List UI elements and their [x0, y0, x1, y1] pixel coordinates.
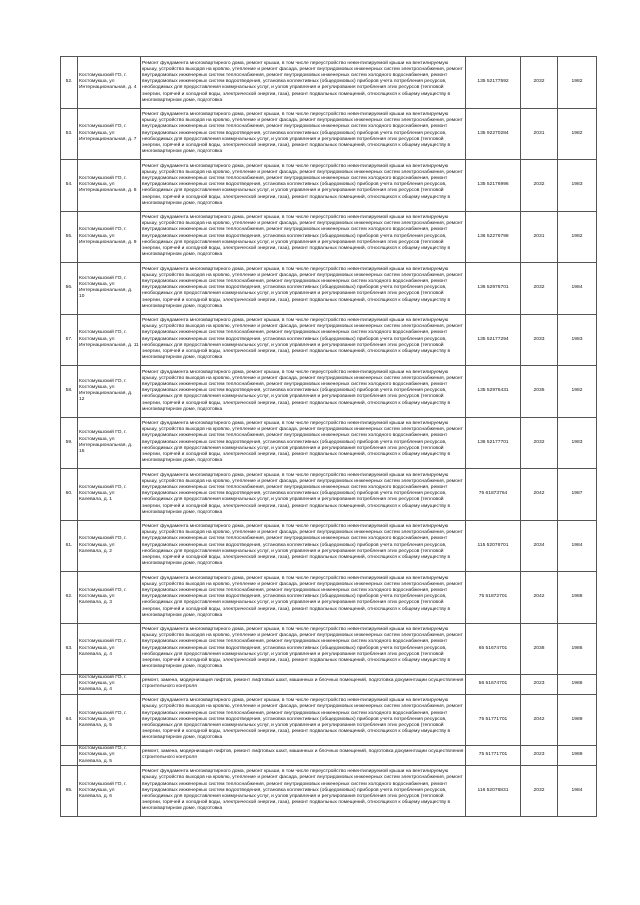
work-description-cell-text: Ремонт фундамента многоквартирного дома, ремонт крыши, в том числе переустройство невентилируемой крыши на вентилируемую крышу, устройство выходов на кровлю, утепление и ремонт фасада, ремонт внутридомовых инженерных систем электроснабжения, ремонт внутридомовых инженерных систем теплоснабжения, ремонт внутридомовых инженерных систем холодного водоснабжения, ремонт внутридомовых инженерных систем водоотведения, установка коллективных (общедомовых) приборов учета потребления ресурсов, необходимых для предоставления коммунальных услуг, и узлов управления и регулирования потребления этих ресурсов (тепловой энергии, горячей и холодной воды, электрической энергии, газа), ремонт подвальных помещений, относящихся к общему имуществу в многоквартирном доме, подготовка: [142, 627, 463, 670]
row-number-text: 53.: [65, 130, 73, 136]
address-cell-text: Костомукшский ГО, г. Костомукша, ул Калевала, д. 4: [79, 675, 127, 693]
planned-year-cell-text: 2032: [533, 787, 545, 793]
build-year-cell-text: 1986: [571, 645, 583, 651]
repair-plan-body: [61, 57, 597, 817]
build-year-cell: [558, 211, 597, 263]
row-number-text: 65.: [65, 787, 73, 793]
work-description-cell: [141, 520, 466, 572]
planned-year-cell: [521, 417, 558, 469]
planned-year-cell: [521, 623, 558, 675]
row-number-text: 64.: [65, 716, 73, 722]
planned-year-cell: [521, 160, 558, 212]
address-cell-text: Костомукшский ГО, г. Костомукша, ул Интернациональная, д. 10: [79, 275, 133, 300]
build-year-cell-text: 1982: [571, 130, 583, 136]
address-cell-text: Костомукшский ГО, г. Костомукша, ул Калевала, д. 2: [79, 536, 127, 554]
table-row: [61, 160, 597, 212]
planned-year-cell-text: 2035: [533, 388, 545, 394]
build-year-cell: [558, 572, 597, 624]
cost-cell-text: 135 52177592: [477, 79, 509, 85]
planned-year-cell: [521, 572, 558, 624]
planned-year-cell-text: 2031: [533, 233, 545, 239]
cost-cell-text: 56 51674701: [478, 681, 508, 687]
table-row: [61, 314, 597, 366]
address-cell-text: Костомукшский ГО, г. Костомукша, ул Калевала, д. 3: [79, 587, 127, 606]
table-row: [61, 108, 597, 160]
planned-year-cell: [521, 263, 558, 315]
build-year-cell-text: 1988: [571, 594, 583, 600]
cost-cell: [466, 746, 521, 766]
build-year-cell-text: 1983: [571, 336, 583, 342]
cost-cell-text: 135 52976431: [477, 388, 509, 394]
planned-year-cell-text: 2031: [533, 130, 545, 136]
cost-cell-text: 65 51674701: [478, 645, 508, 651]
cost-cell-text: 135 92270284: [477, 130, 509, 136]
row-number: [61, 675, 78, 695]
work-description-cell: [141, 765, 466, 817]
table-row: [61, 746, 597, 766]
address-cell-text: Костомукшский ГО, г. Костомукша, ул Интернациональная, д. 8: [79, 175, 137, 194]
work-description-cell-text: Ремонт фундамента многоквартирного дома, ремонт крыши, в том числе переустройство невентилируемой крыши на вентилируемую крышу, устройство выходов на кровлю, утепление и ремонт фасада, ремонт внутридомовых инженерных систем электроснабжения, ремонт внутридомовых инженерных систем теплоснабжения, ремонт внутридомовых инженерных систем холодного водоснабжения, ремонт внутридомовых инженерных систем водоотведения, установка коллективных (общедомовых) приборов учета потребления ресурсов, необходимых для предоставления коммунальных услуг, и узлов управления и регулирования потребления этих ресурсов (тепловой энергии, горячей и холодной воды, электрической энергии, газа), ремонт подвальных помещений, относящихся к общему имуществу в многоквартирном доме, подготовка: [142, 698, 463, 741]
row-number: [61, 572, 78, 624]
row-number-text: 52.: [65, 79, 73, 85]
build-year-cell: [558, 160, 597, 212]
planned-year-cell-text: 2042: [533, 594, 545, 600]
address-cell: [78, 469, 141, 521]
table-row: [61, 694, 597, 746]
work-description-cell-text: Ремонт фундамента многоквартирного дома, ремонт крыши, в том числе переустройство невентилируемой крыши на вентилируемую крышу, устройство выходов на кровлю, утепление и ремонт фасада, ремонт внутридомовых инженерных систем электроснабжения, ремонт внутридомовых инженерных систем теплоснабжения, ремонт внутридомовых инженерных систем холодного водоснабжения, ремонт внутридомовых инженерных систем водоотведения, установка коллективных (общедомовых) приборов учета потребления ресурсов, необходимых для предоставления коммунальных услуг, и узлов управления и регулирования потребления этих ресурсов (тепловой энергии, горячей и холодной воды, электрической энергии, газа), ремонт подвальных помещений, относящихся к общему имуществу в многоквартирном доме, подготовка: [142, 318, 463, 361]
planned-year-cell-text: 2023: [533, 752, 545, 758]
table-row: [61, 263, 597, 315]
planned-year-cell: [521, 57, 558, 109]
planned-year-cell: [521, 694, 558, 746]
cost-cell: [466, 366, 521, 418]
planned-year-cell-text: 2034: [533, 542, 545, 548]
cost-cell: [466, 694, 521, 746]
table-row: [61, 469, 597, 521]
cost-cell: [466, 314, 521, 366]
table-row: [61, 623, 597, 675]
build-year-cell-text: 1982: [571, 388, 583, 394]
build-year-cell-text: 1982: [571, 233, 583, 239]
work-description-cell: [141, 694, 466, 746]
cost-cell-text: 135 52176996: [477, 182, 509, 188]
row-number: [61, 417, 78, 469]
cost-cell: [466, 108, 521, 160]
cost-cell: [466, 160, 521, 212]
planned-year-cell-text: 2032: [533, 285, 545, 291]
planned-year-cell-text: 2023: [533, 681, 545, 687]
work-description-cell-text: Ремонт фундамента многоквартирного дома, ремонт крыши, в том числе переустройство невентилируемой крыши на вентилируемую крышу, устройство выходов на кровлю, утепление и ремонт фасада, ремонт внутридомовых инженерных систем электроснабжения, ремонт внутридомовых инженерных систем теплоснабжения, ремонт внутридомовых инженерных систем холодного водоснабжения, ремонт внутридомовых инженерных систем водоотведения, установка коллективных (общедомовых) приборов учета потребления ресурсов, необходимых для предоставления коммунальных услуг, и узлов управления и регулирования потребления этих ресурсов (тепловой энергии, горячей и холодной воды, электрической энергии, газа), ремонт подвальных помещений, относящихся к общему имуществу в многоквартирном доме, подготовка: [142, 472, 463, 515]
work-description-cell: [141, 417, 466, 469]
row-number-text: 61.: [65, 542, 73, 548]
work-description-cell: [141, 160, 466, 212]
planned-year-cell: [521, 366, 558, 418]
address-cell-text: Костомукшский ГО, г. Костомукша, ул Калевала, д. 1: [79, 484, 127, 503]
build-year-cell-text: 1989: [571, 716, 583, 722]
row-number-text: 57.: [65, 336, 73, 342]
row-number: [61, 211, 78, 263]
planned-year-cell-text: 2033: [533, 336, 545, 342]
table-row: [61, 57, 597, 109]
work-description-cell-text: Ремонт фундамента многоквартирного дома, ремонт крыши, в том числе переустройство невентилируемой крыши на вентилируемую крышу, устройство выходов на кровлю, утепление и ремонт фасада, ремонт внутридомовых инженерных систем электроснабжения, ремонт внутридомовых инженерных систем теплоснабжения, ремонт внутридомовых инженерных систем холодного водоснабжения, ремонт внутридомовых инженерных систем водоотведения, установка коллективных (общедомовых) приборов учета потребления ресурсов, необходимых для предоставления коммунальных услуг, и узлов управления и регулирования потребления этих ресурсов (тепловой энергии, горячей и холодной воды, электрической энергии, газа), ремонт подвальных помещений, относящихся к общему имуществу в многоквартирном доме, подготовка: [142, 266, 463, 309]
address-cell: [78, 57, 141, 109]
row-number: [61, 520, 78, 572]
build-year-cell-text: 1984: [571, 285, 583, 291]
cost-cell: [466, 675, 521, 695]
planned-year-cell: [521, 314, 558, 366]
work-description-cell-text: Ремонт фундамента многоквартирного дома, ремонт крыши, в том числе переустройство невентилируемой крыши на вентилируемую крышу, устройство выходов на кровлю, утепление и ремонт фасада, ремонт внутридомовых инженерных систем электроснабжения, ремонт внутридомовых инженерных систем теплоснабжения, ремонт внутридомовых инженерных систем холодного водоснабжения, ремонт внутридомовых инженерных систем водоотведения, установка коллективных (общедомовых) приборов учета потребления ресурсов, необходимых для предоставления коммунальных услуг, и узлов управления и регулирования потребления этих ресурсов (тепловой энергии, горячей и холодной воды, электрической энергии, газа), ремонт подвальных помещений, относящихся к общему имуществу в многоквартирном доме, подготовка: [142, 575, 463, 618]
table-row: [61, 211, 597, 263]
work-description-cell-text: Ремонт фундамента многоквартирного дома, ремонт крыши, в том числе переустройство невентилируемой крыши на вентилируемую крышу, устройство выходов на кровлю, утепление и ремонт фасада, ремонт внутридомовых инженерных систем электроснабжения, ремонт внутридомовых инженерных систем теплоснабжения, ремонт внутридомовых инженерных систем холодного водоснабжения, ремонт внутридомовых инженерных систем водоотведения, установка коллективных (общедомовых) приборов учета потребления ресурсов, необходимых для предоставления коммунальных услуг, и узлов управления и регулирования потребления этих ресурсов (тепловой энергии, горячей и холодной воды, электрической энергии, газа), ремонт подвальных помещений, относящихся к общему имуществу в многоквартирном доме, подготовка: [142, 112, 463, 155]
work-description-cell: [141, 263, 466, 315]
cost-cell-text: 75 61873764: [478, 491, 508, 497]
row-number-text: 56.: [65, 285, 73, 291]
work-description-cell-text: ремонт, замена, модернизация лифтов, ремонт лифтовых шахт, машинных и блочных помещений, подготовка документации осуществления строительного контроля: [142, 749, 464, 761]
row-number-text: 63.: [65, 645, 73, 651]
row-number-text: 58.: [65, 388, 73, 394]
address-cell-text: Костомукшский ГО, г. Костомукша, ул Интернациональная, д. 11: [79, 330, 139, 348]
address-cell-text: Костомукшский ГО, г. Костомукша, ул Интернациональная, д. 15: [79, 430, 133, 454]
row-number-text: 54.: [65, 182, 73, 188]
work-description-cell: [141, 572, 466, 624]
build-year-cell: [558, 108, 597, 160]
document-page: [60, 56, 583, 817]
row-number: [61, 765, 78, 817]
address-cell: [78, 211, 141, 263]
cost-cell-text: 136 52276798: [477, 233, 509, 239]
build-year-cell: [558, 263, 597, 315]
planned-year-cell-text: 2038: [533, 645, 545, 651]
cost-cell-text: 116 52076831: [477, 787, 509, 793]
planned-year-cell-text: 2032: [533, 439, 545, 445]
build-year-cell-text: 1983: [571, 439, 583, 445]
row-number: [61, 623, 78, 675]
cost-cell: [466, 765, 521, 817]
planned-year-cell: [521, 675, 558, 695]
build-year-cell-text: 1982: [571, 79, 583, 85]
row-number: [61, 694, 78, 746]
row-number: [61, 746, 78, 766]
build-year-cell-text: 1983: [571, 182, 583, 188]
cost-cell-text: 115 52076701: [477, 542, 509, 548]
row-number-text: 60.: [65, 491, 73, 497]
planned-year-cell-text: 2042: [533, 491, 545, 497]
address-cell-text: Костомукшский ГО, г. Костомукша, ул Калевала, д. 6: [79, 781, 127, 800]
table-row: [61, 765, 597, 817]
work-description-cell: [141, 366, 466, 418]
planned-year-cell: [521, 765, 558, 817]
address-cell: [78, 746, 141, 766]
work-description-cell: [141, 469, 466, 521]
planned-year-cell-text: 2042: [533, 716, 545, 722]
address-cell: [78, 160, 141, 212]
address-cell: [78, 314, 141, 366]
cost-cell-text: 75 51771701: [478, 752, 508, 758]
build-year-cell: [558, 417, 597, 469]
build-year-cell: [558, 520, 597, 572]
cost-cell: [466, 572, 521, 624]
cost-cell: [466, 469, 521, 521]
row-number: [61, 108, 78, 160]
address-cell: [78, 572, 141, 624]
cost-cell-text: 136 52177701: [477, 439, 509, 445]
build-year-cell-text: 1986: [571, 681, 583, 687]
address-cell-text: Костомукшский ГО, г. Костомукша, ул Калевала, д. 5: [79, 710, 127, 728]
build-year-cell: [558, 366, 597, 418]
build-year-cell: [558, 57, 597, 109]
build-year-cell: [558, 694, 597, 746]
work-description-cell: [141, 623, 466, 675]
address-cell-text: Костомукшский ГО, г. Костомукша, ул Интернациональная, д. 7: [79, 124, 137, 142]
build-year-cell: [558, 469, 597, 521]
cost-cell: [466, 263, 521, 315]
cost-cell-text: 136 52976701: [477, 285, 509, 291]
row-number-text: 59.: [65, 439, 73, 445]
address-cell: [78, 263, 141, 315]
work-description-cell-text: Ремонт фундамента многоквартирного дома, ремонт крыши, в том числе переустройство невентилируемой крыши на вентилируемую крышу, устройство выходов на кровлю, утепление и ремонт фасада, ремонт внутридомовых инженерных систем электроснабжения, ремонт внутридомовых инженерных систем теплоснабжения, ремонт внутридомовых инженерных систем холодного водоснабжения, ремонт внутридомовых инженерных систем водоотведения, установка коллективных (общедомовых) приборов учета потребления ресурсов, необходимых для предоставления коммунальных услуг, и узлов управления и регулирования потребления этих ресурсов (тепловой энергии, горячей и холодной воды, электрической энергии, газа), ремонт подвальных помещений, относящихся к общему имуществу в многоквартирном доме, подготовка: [142, 369, 463, 412]
table-row: [61, 520, 597, 572]
cost-cell-text: 75 51872701: [478, 594, 508, 600]
table-row: [61, 366, 597, 418]
build-year-cell-text: 1984: [571, 542, 583, 548]
row-number: [61, 314, 78, 366]
row-number: [61, 57, 78, 109]
work-description-cell-text: Ремонт фундамента многоквартирного дома, ремонт крыши, в том числе переустройство невентилируемой крыши на вентилируемую крышу, устройство выходов на кровлю, утепление и ремонт фасада, ремонт внутридомовых инженерных систем электроснабжения, ремонт внутридомовых инженерных систем теплоснабжения, ремонт внутридомовых инженерных систем холодного водоснабжения, ремонт внутридомовых инженерных систем водоотведения, установка коллективных (общедомовых) приборов учета потребления ресурсов, необходимых для предоставления коммунальных услуг, и узлов управления и регулирования потребления этих ресурсов (тепловой энергии, горячей и холодной воды, электрической энергии, газа), ремонт подвальных помещений, относящихся к общему имуществу в многоквартирном доме, подготовка: [142, 60, 463, 103]
table-row: [61, 675, 597, 695]
address-cell: [78, 675, 141, 695]
build-year-cell-text: 1984: [571, 787, 583, 793]
cost-cell: [466, 417, 521, 469]
row-number: [61, 160, 78, 212]
build-year-cell-text: 1987: [571, 491, 583, 497]
cost-cell: [466, 211, 521, 263]
row-number: [61, 469, 78, 521]
address-cell: [78, 366, 141, 418]
work-description-cell-text: Ремонт фундамента многоквартирного дома, ремонт крыши, в том числе переустройство невентилируемой крыши на вентилируемую крышу, устройство выходов на кровлю, утепление и ремонт фасада, ремонт внутридомовых инженерных систем электроснабжения, ремонт внутридомовых инженерных систем теплоснабжения, ремонт внутридомовых инженерных систем холодного водоснабжения, ремонт внутридомовых инженерных систем водоотведения, установка коллективных (общедомовых) приборов учета потребления ресурсов, необходимых для предоставления коммунальных услуг, и узлов управления и регулирования потребления этих ресурсов (тепловой энергии, горячей и холодной воды, электрической энергии, газа), ремонт подвальных помещений, относящихся к общему имуществу в многоквартирном доме, подготовка: [142, 215, 463, 258]
planned-year-cell: [521, 469, 558, 521]
cost-cell: [466, 623, 521, 675]
planned-year-cell: [521, 108, 558, 160]
row-number-text: 55.: [65, 233, 73, 239]
build-year-cell: [558, 746, 597, 766]
work-description-cell: [141, 108, 466, 160]
work-description-cell: [141, 57, 466, 109]
address-cell: [78, 520, 141, 572]
planned-year-cell: [521, 746, 558, 766]
address-cell-text: Костомукшский ГО, г. Костомукша, ул Интернациональная, д. 9: [79, 227, 137, 245]
build-year-cell: [558, 675, 597, 695]
work-description-cell-text: Ремонт фундамента многоквартирного дома, ремонт крыши, в том числе переустройство невентилируемой крыши на вентилируемую крышу, устройство выходов на кровлю, утепление и ремонт фасада, ремонт внутридомовых инженерных систем электроснабжения, ремонт внутридомовых инженерных систем теплоснабжения, ремонт внутридомовых инженерных систем холодного водоснабжения, ремонт внутридомовых инженерных систем водоотведения, установка коллективных (общедомовых) приборов учета потребления ресурсов, необходимых для предоставления коммунальных услуг, и узлов управления и регулирования потребления этих ресурсов (тепловой энергии, горячей и холодной воды, электрической энергии, газа), ремонт подвальных помещений, относящихся к общему имуществу в многоквартирном доме, подготовка: [142, 769, 463, 812]
row-number: [61, 263, 78, 315]
planned-year-cell: [521, 211, 558, 263]
address-cell: [78, 694, 141, 746]
build-year-cell: [558, 623, 597, 675]
repair-plan-table: [60, 56, 597, 817]
build-year-cell: [558, 314, 597, 366]
address-cell-text: Костомукшский ГО, г. Костомукша, ул Интернациональная, д. 4: [79, 72, 137, 91]
work-description-cell: [141, 314, 466, 366]
work-description-cell-text: Ремонт фундамента многоквартирного дома, ремонт крыши, в том числе переустройство невентилируемой крыши на вентилируемую крышу, устройство выходов на кровлю, утепление и ремонт фасада, ремонт внутридомовых инженерных систем электроснабжения, ремонт внутридомовых инженерных систем теплоснабжения, ремонт внутридомовых инженерных систем холодного водоснабжения, ремонт внутридомовых инженерных систем водоотведения, установка коллективных (общедомовых) приборов учета потребления ресурсов, необходимых для предоставления коммунальных услуг, и узлов управления и регулирования потребления этих ресурсов (тепловой энергии, горячей и холодной воды, электрической энергии, газа), ремонт подвальных помещений, относящихся к общему имуществу в многоквартирном доме, подготовка: [142, 163, 463, 206]
address-cell: [78, 417, 141, 469]
cost-cell-text: 75 51771701: [478, 716, 508, 722]
address-cell: [78, 765, 141, 817]
address-cell: [78, 623, 141, 675]
work-description-cell-text: Ремонт фундамента многоквартирного дома, ремонт крыши, в том числе переустройство невентилируемой крыши на вентилируемую крышу, устройство выходов на кровлю, утепление и ремонт фасада, ремонт внутридомовых инженерных систем электроснабжения, ремонт внутридомовых инженерных систем теплоснабжения, ремонт внутридомовых инженерных систем холодного водоснабжения, ремонт внутридомовых инженерных систем водоотведения, установка коллективных (общедомовых) приборов учета потребления ресурсов, необходимых для предоставления коммунальных услуг, и узлов управления и регулирования потребления этих ресурсов (тепловой энергии, горячей и холодной воды, электрической энергии, газа), ремонт подвальных помещений, относящихся к общему имуществу в многоквартирном доме, подготовка: [142, 421, 463, 464]
work-description-cell: [141, 675, 466, 695]
work-description-cell: [141, 746, 466, 766]
address-cell-text: Костомукшский ГО, г. Костомукша, ул Калевала, д. 4: [79, 639, 127, 657]
cost-cell: [466, 57, 521, 109]
work-description-cell-text: Ремонт фундамента многоквартирного дома, ремонт крыши, в том числе переустройство невентилируемой крыши на вентилируемую крышу, устройство выходов на кровлю, утепление и ремонт фасада, ремонт внутридомовых инженерных систем электроснабжения, ремонт внутридомовых инженерных систем теплоснабжения, ремонт внутридомовых инженерных систем холодного водоснабжения, ремонт внутридомовых инженерных систем водоотведения, установка коллективных (общедомовых) приборов учета потребления ресурсов, необходимых для предоставления коммунальных услуг, и узлов управления и регулирования потребления этих ресурсов (тепловой энергии, горячей и холодной воды, электрической энергии, газа), ремонт подвальных помещений, относящихся к общему имуществу в многоквартирном доме, подготовка: [142, 524, 463, 567]
address-cell: [78, 108, 141, 160]
row-number: [61, 366, 78, 418]
table-row: [61, 417, 597, 469]
build-year-cell-text: 1989: [571, 752, 583, 758]
work-description-cell-text: ремонт, замена, модернизация лифтов, ремонт лифтовых шахт, машинных и блочных помещений, подготовка документации осуществления строительного контроля: [142, 678, 464, 690]
address-cell-text: Костомукшский ГО, г. Костомукша, ул Калевала, д. 5: [79, 746, 127, 764]
cost-cell-text: 135 52177294: [477, 336, 509, 342]
table-row: [61, 572, 597, 624]
planned-year-cell-text: 2032: [533, 182, 545, 188]
work-description-cell: [141, 211, 466, 263]
planned-year-cell-text: 2032: [533, 79, 545, 85]
address-cell-text: Костомукшский ГО, г. Костомукша, ул Интернациональная, д. 12: [79, 378, 133, 403]
cost-cell: [466, 520, 521, 572]
build-year-cell: [558, 765, 597, 817]
row-number-text: 62.: [65, 594, 73, 600]
planned-year-cell: [521, 520, 558, 572]
